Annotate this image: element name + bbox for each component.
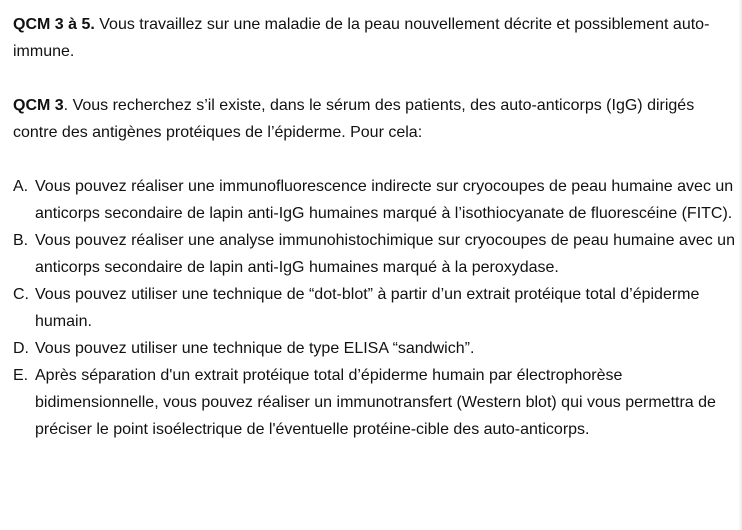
options-list: [13, 173, 735, 443]
option-d: [13, 335, 735, 362]
question-text: . Vous recherchez s’il existe, dans le sérum des patients, des auto-anticorps (IgG) dirigés contre des antigènes protéiques de l’épiderme. Pour cela:: [13, 97, 695, 141]
option-e: [13, 362, 735, 443]
option-text: Après séparation d'un extrait protéique total d’épiderme humain par électrophorèse bidimensionnelle, vous pouvez réaliser un immunotransfert (Western blot) qui vous permettra de préciser le point isoélectrique de l'éventuelle protéine-cible des auto-anticorps.: [35, 367, 716, 438]
option-c: [13, 281, 735, 335]
option-letter: D.: [13, 340, 29, 357]
option-letter: A.: [13, 178, 29, 195]
option-text: Vous pouvez réaliser une immunofluorescence indirecte sur cryocoupes de peau humaine avec un anticorps secondaire de lapin anti-IgG humaines marqué à l’isothiocyanate de fluorescéine (FITC).: [35, 178, 734, 222]
scan-edge-shadow: [738, 0, 742, 530]
option-text: Vous pouvez utiliser une technique de type ELISA “sandwich”.: [35, 340, 475, 357]
document-page: [13, 11, 735, 443]
question-paragraph: [13, 92, 735, 146]
paragraph-spacer: [13, 65, 735, 92]
option-a: [13, 173, 735, 227]
intro-text: Vous travaillez sur une maladie de la peau nouvellement décrite et possiblement auto-immune.: [13, 16, 710, 60]
paragraph-spacer: [13, 146, 735, 173]
option-letter: C.: [13, 286, 29, 303]
option-text: Vous pouvez utiliser une technique de “dot-blot” à partir d’un extrait protéique total d’épiderme humain.: [35, 286, 700, 330]
intro-paragraph: [13, 11, 735, 65]
intro-label: QCM 3 à 5.: [13, 16, 95, 33]
option-b: [13, 227, 735, 281]
option-letter: B.: [13, 232, 29, 249]
option-letter: E.: [13, 367, 29, 384]
question-label: QCM 3: [13, 97, 64, 114]
option-text: Vous pouvez réaliser une analyse immunohistochimique sur cryocoupes de peau humaine avec un anticorps secondaire de lapin anti-IgG humaines marqué à la peroxydase.: [35, 232, 735, 276]
